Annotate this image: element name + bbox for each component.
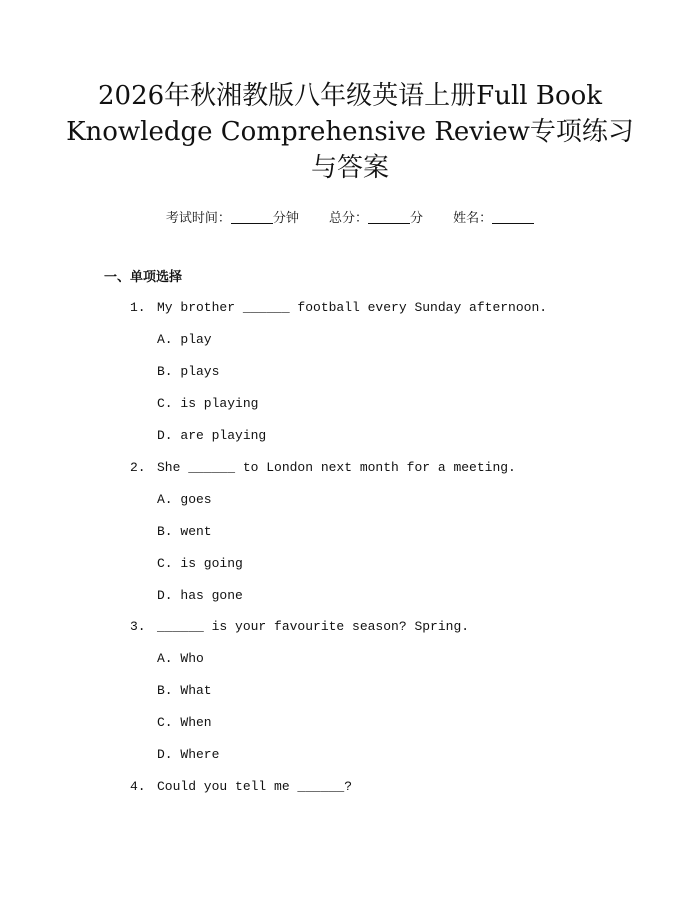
- exam-info-line: [0, 207, 700, 226]
- exam-time-label: 考试时间：: [165, 211, 231, 226]
- option-d: D. Where: [157, 747, 220, 762]
- student-name-blank: [492, 211, 534, 224]
- total-score-unit: 分: [410, 211, 424, 226]
- question-text: ______ is your favourite season? Spring.: [157, 619, 470, 634]
- question-text: Could you tell me ______?: [157, 779, 353, 794]
- student-name-field: [453, 211, 534, 226]
- option-c: C. is playing: [157, 396, 259, 411]
- question-text: She ______ to London next month for a meeting.: [157, 460, 516, 475]
- title-line-1: 2026年秋湘教版八年级英语上册Full Book: [97, 81, 603, 111]
- document-title: [60, 78, 640, 186]
- option-a: A. Who: [157, 651, 204, 666]
- question-number: 4.: [130, 779, 146, 794]
- option-c: C. is going: [157, 556, 243, 571]
- option-a: A. goes: [157, 492, 212, 507]
- option-d: D. has gone: [157, 588, 243, 603]
- option-c: C. When: [157, 715, 212, 730]
- title-line-2: Knowledge Comprehensive Review专项练习: [66, 117, 634, 147]
- question-number: 1.: [130, 300, 146, 315]
- total-score-label: 总分：: [328, 211, 368, 226]
- option-b: B. plays: [157, 364, 220, 379]
- option-b: B. What: [157, 683, 212, 698]
- exam-time-field: [166, 211, 299, 226]
- question-number: 3.: [130, 619, 146, 634]
- exam-time-unit: 分钟: [272, 211, 299, 226]
- title-line-3: 与答案: [310, 153, 389, 183]
- student-name-label: 姓名：: [453, 211, 493, 226]
- question-text: My brother ______ football every Sunday afternoon.: [157, 300, 548, 315]
- total-score-blank: [368, 211, 410, 224]
- option-b: B. went: [157, 524, 212, 539]
- total-score-field: [329, 211, 423, 226]
- question-number: 2.: [130, 460, 146, 475]
- option-a: A. play: [157, 332, 212, 347]
- option-d: D. are playing: [157, 428, 267, 443]
- section-heading: 一、单项选择: [104, 270, 183, 285]
- exam-time-blank: [231, 211, 273, 224]
